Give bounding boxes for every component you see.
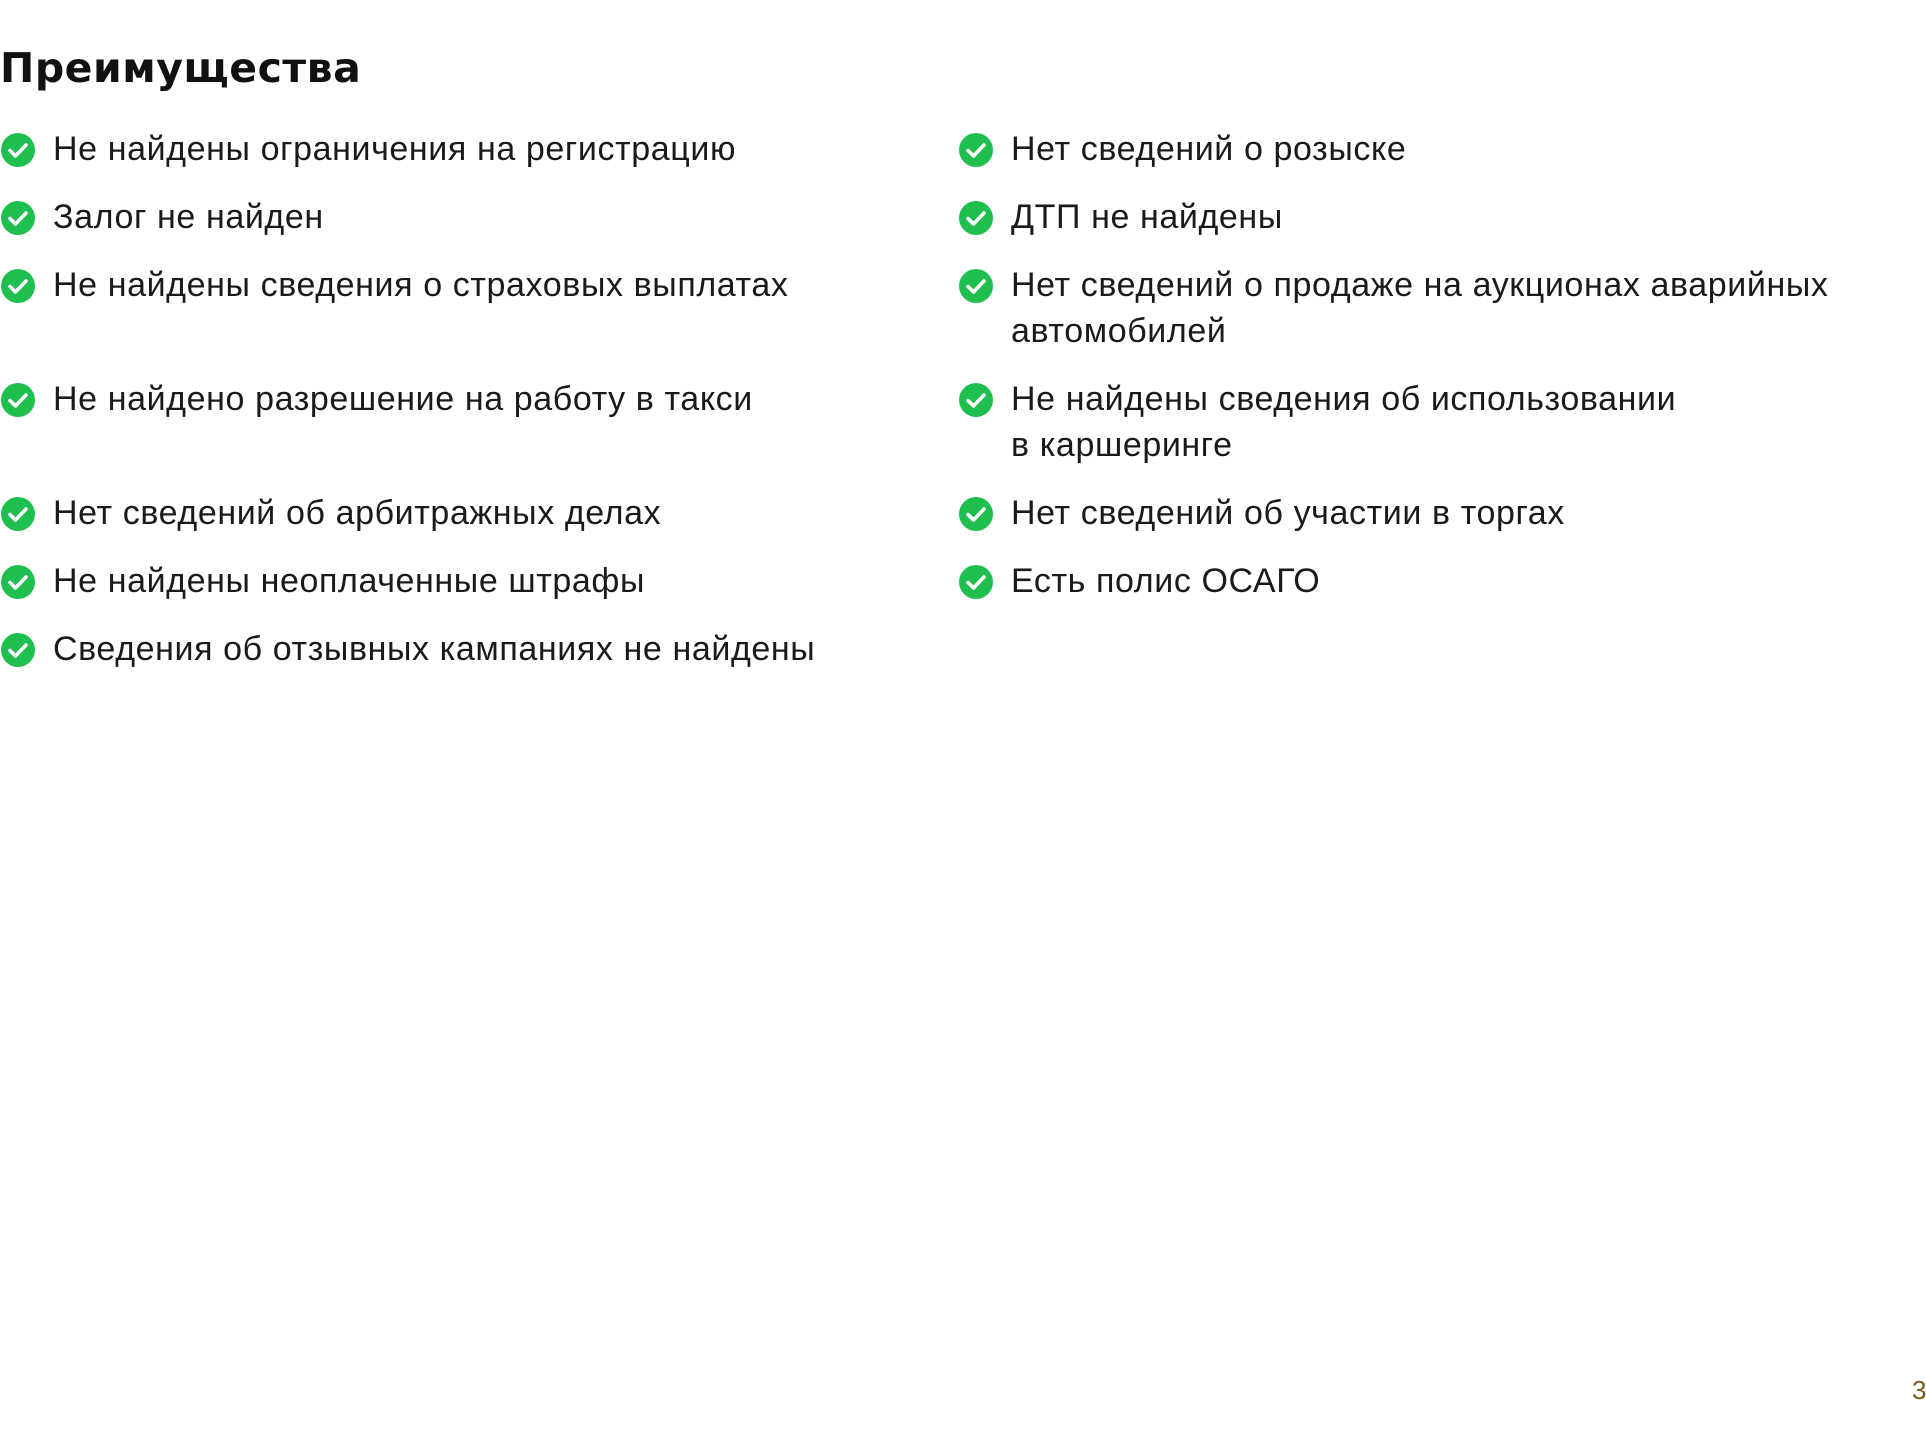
list-item <box>958 126 1920 194</box>
list-item-text: Не найдены ограничения на регистрацию <box>53 130 737 168</box>
check-circle-icon <box>958 268 994 304</box>
list-item <box>0 194 940 262</box>
check-circle-icon <box>958 200 994 236</box>
list-item <box>958 194 1920 262</box>
check-circle-icon <box>0 382 36 418</box>
list-item-text: Есть полис ОСАГО <box>1011 562 1321 600</box>
list-item <box>0 626 940 694</box>
check-circle-icon <box>958 564 994 600</box>
advantages-list-left <box>0 126 940 694</box>
list-item <box>958 558 1920 626</box>
check-circle-icon <box>0 632 36 668</box>
list-item-text: Нет сведений об участии в торгах <box>1011 494 1565 532</box>
section-title: Преимущества <box>0 44 362 92</box>
list-item <box>0 126 940 194</box>
check-circle-icon <box>0 268 36 304</box>
list-item-text: Сведения об отзывных кампаниях не найдены <box>53 630 816 668</box>
check-circle-icon <box>0 564 36 600</box>
check-circle-icon <box>0 132 36 168</box>
list-item-text: Нет сведений о розыске <box>1011 130 1407 168</box>
list-item-text: ДТП не найдены <box>1011 198 1283 236</box>
list-item-text: Нет сведений об арбитражных делах <box>53 494 662 532</box>
list-item <box>958 262 1920 376</box>
list-item <box>0 262 940 376</box>
list-item <box>958 490 1920 558</box>
list-item <box>0 558 940 626</box>
check-circle-icon <box>0 496 36 532</box>
page-number: 3 <box>1912 1375 1926 1405</box>
list-item-text: Не найдены сведения о страховых выплатах <box>53 266 789 304</box>
list-item <box>0 376 940 490</box>
check-circle-icon <box>0 200 36 236</box>
advantages-list-right <box>958 126 1920 626</box>
check-circle-icon <box>958 496 994 532</box>
list-item-text: Не найдены неоплаченные штрафы <box>53 562 646 600</box>
list-item-text: Нет сведений о продаже на аукционах аварийных автомобилей <box>1011 266 1829 350</box>
list-item-text: Залог не найден <box>53 198 324 236</box>
check-circle-icon <box>958 132 994 168</box>
list-item <box>958 376 1920 490</box>
list-item <box>0 490 940 558</box>
list-item-text: Не найдены сведения об использовании в каршеринге <box>1011 380 1677 464</box>
list-item-text: Не найдено разрешение на работу в такси <box>53 380 753 418</box>
check-circle-icon <box>958 382 994 418</box>
